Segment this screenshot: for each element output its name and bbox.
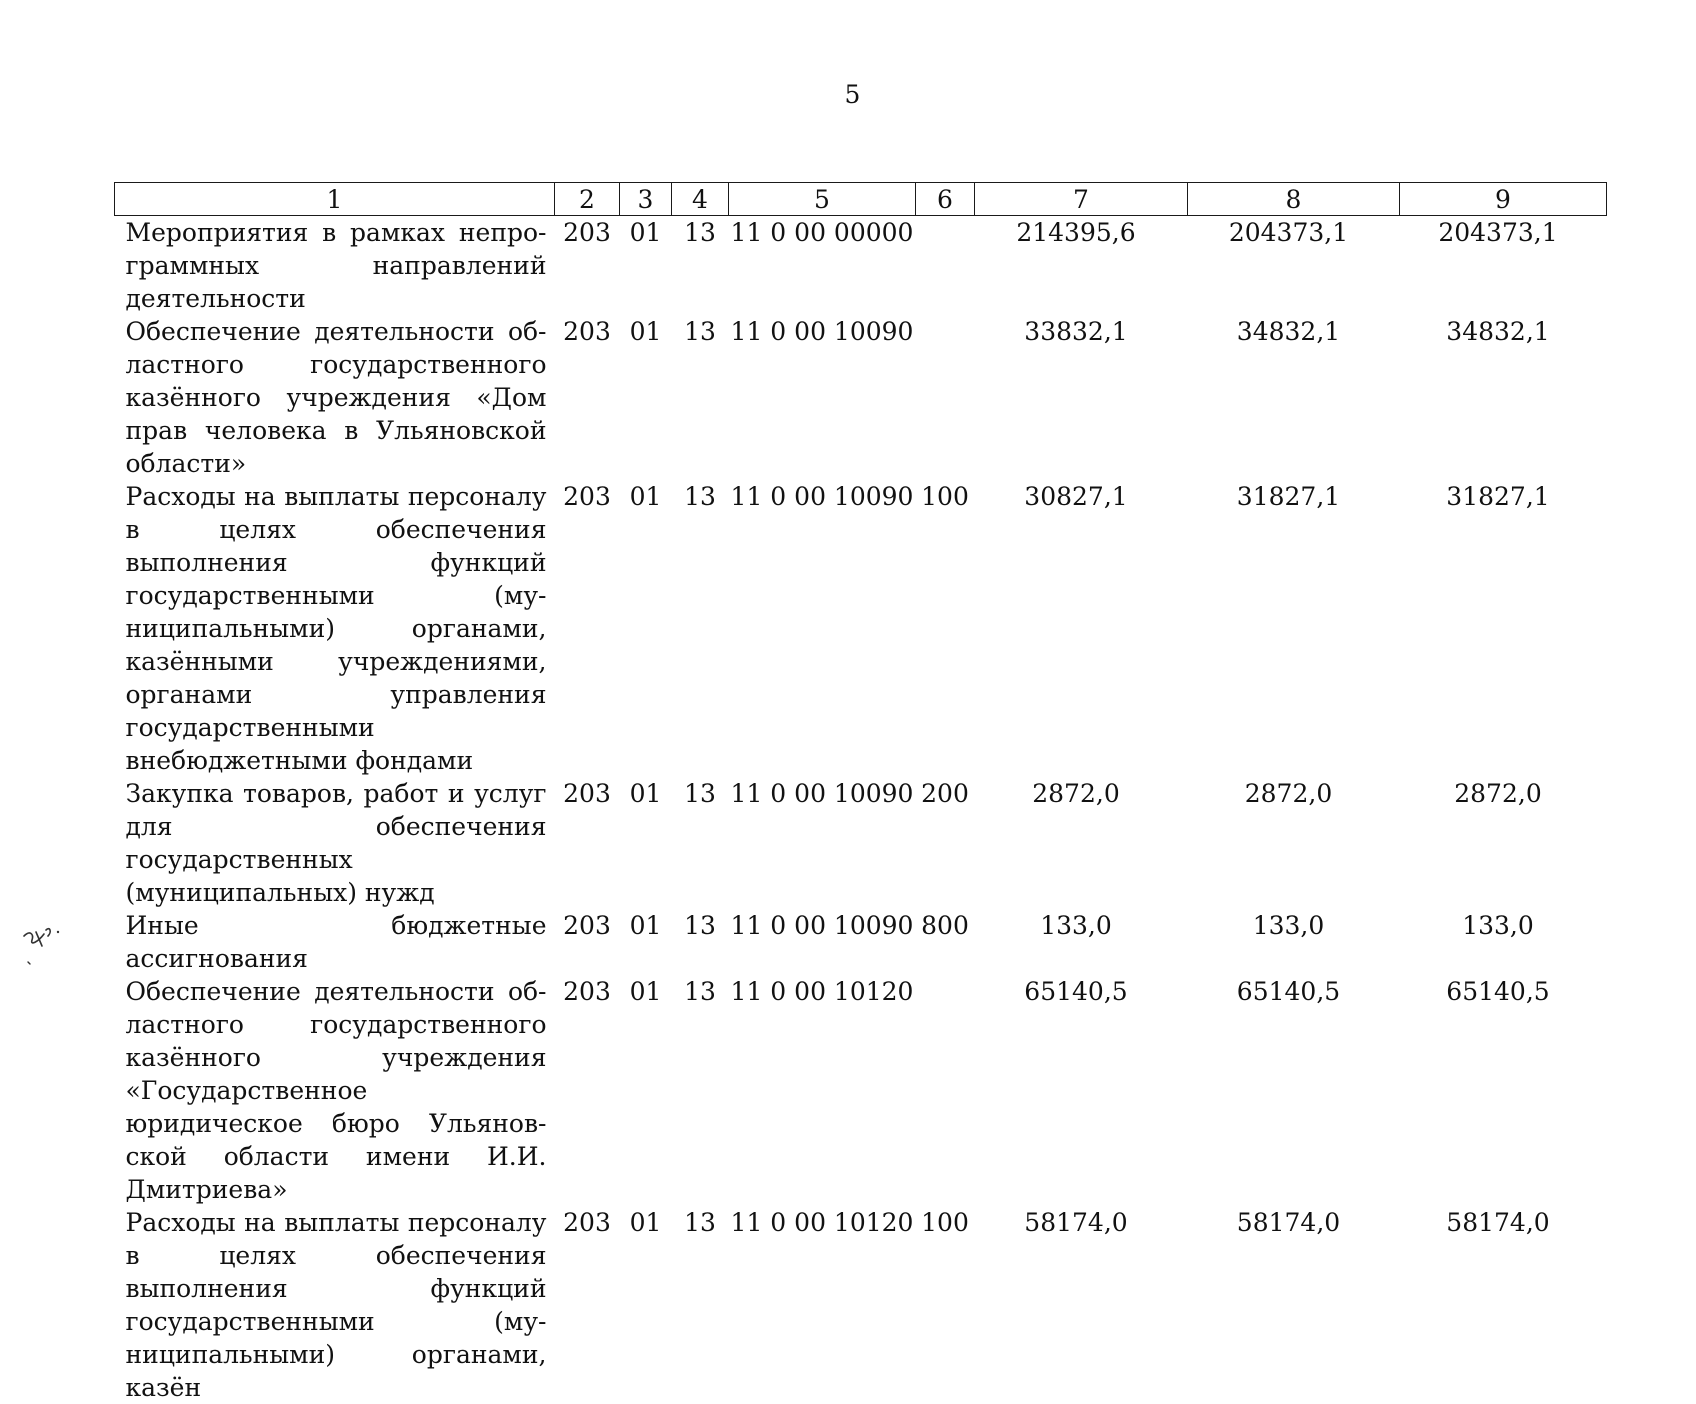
cell-subsection: 13 — [684, 317, 716, 346]
column-header-3: 3 — [620, 183, 672, 216]
cell-amount-8: 31827,1 — [1236, 482, 1341, 511]
table-row — [115, 909, 1607, 975]
budget-table-container — [114, 182, 1606, 1404]
column-header-8: 8 — [1188, 183, 1400, 216]
cell-amount-9: 31827,1 — [1446, 482, 1550, 511]
cell-target-article: 11 0 00 00000 — [730, 218, 914, 247]
table-row — [115, 480, 1607, 777]
cell-amount-9: 34832,1 — [1446, 317, 1550, 346]
cell-amount-9: 133,0 — [1462, 911, 1534, 940]
handwritten-mark — [18, 912, 68, 972]
cell-target-article: 11 0 00 10090 — [730, 779, 914, 808]
cell-amount-8: 65140,5 — [1236, 977, 1341, 1006]
cell-amount-8: 34832,1 — [1236, 317, 1341, 346]
cell-subsection: 13 — [684, 218, 716, 247]
cell-target-article: 11 0 00 10090 — [730, 317, 914, 346]
cell-expense-type — [916, 216, 975, 316]
cell-amount-7: 33832,1 — [1024, 317, 1128, 346]
cell-amount-9: 204373,1 — [1438, 218, 1558, 247]
cell-subsection: 13 — [684, 1208, 716, 1237]
cell-expense-type: 200 — [921, 779, 969, 808]
row-description-text: Обеспечение деятельности областного государственного казённого учреждения «Дом прав человека в Ульяновской области» — [125, 317, 547, 478]
row-description-text: Обеспечение деятельности областного государственного казённого учреждения «Государственное юридическое бюро Ульяновской области имени И.И. Дмитриева» — [125, 977, 547, 1204]
cell-admin-code: 203 — [563, 779, 611, 808]
cell-amount-7: 214395,6 — [1016, 218, 1136, 247]
cell-target-article: 11 0 00 10090 — [730, 911, 914, 940]
cell-target-article: 11 0 00 10120 — [730, 1208, 914, 1237]
cell-amount-8: 204373,1 — [1228, 218, 1349, 247]
cell-admin-code: 203 — [563, 317, 611, 346]
cell-expense-type: 100 — [921, 482, 969, 511]
column-header-1: 1 — [115, 183, 555, 216]
cell-section: 01 — [629, 482, 662, 511]
cell-section: 01 — [629, 977, 662, 1006]
cell-subsection: 13 — [684, 977, 716, 1006]
row-description-text: Расходы на выплаты персоналу в целях обеспечения выполнения функций государственными (муниципальными) органами, казён — [125, 1208, 547, 1402]
table-row — [115, 777, 1607, 909]
cell-admin-code: 203 — [563, 218, 611, 247]
cell-amount-9: 65140,5 — [1446, 977, 1550, 1006]
table-row — [115, 1206, 1607, 1404]
row-description-text: Расходы на выплаты персоналу в целях обеспечения выполнения функций государственными (муниципальными) органами, казёнными учреждениями, органами управления государственными внебюджетными фондами — [125, 482, 547, 775]
row-description — [115, 777, 555, 909]
cell-amount-9: 2872,0 — [1454, 779, 1542, 808]
cell-section: 01 — [629, 218, 662, 247]
cell-amount-8: 58174,0 — [1236, 1208, 1341, 1237]
row-description-text: Иные бюджетные ассигнования — [125, 911, 547, 973]
row-description — [115, 909, 555, 975]
cell-section: 01 — [629, 317, 662, 346]
row-description — [115, 315, 555, 480]
cell-subsection: 13 — [684, 911, 716, 940]
cell-section: 01 — [629, 911, 662, 940]
column-header-4: 4 — [672, 183, 729, 216]
cell-amount-7: 65140,5 — [1024, 977, 1128, 1006]
cell-amount-8: 2872,0 — [1244, 779, 1333, 808]
page-number: 5 — [844, 80, 861, 109]
column-header-5: 5 — [729, 183, 916, 216]
cell-admin-code: 203 — [563, 911, 611, 940]
table-row — [115, 216, 1607, 316]
cell-amount-7: 133,0 — [1040, 911, 1112, 940]
cell-amount-7: 58174,0 — [1024, 1208, 1128, 1237]
cell-expense-type — [916, 315, 975, 480]
budget-table — [114, 182, 1607, 1404]
cell-subsection: 13 — [684, 779, 716, 808]
table-row — [115, 975, 1607, 1206]
cell-expense-type: 800 — [921, 911, 969, 940]
column-number-header-row — [115, 183, 1607, 216]
row-description-text: Закупка товаров, работ и услуг для обеспечения государственных (муниципальных) нужд — [125, 779, 547, 907]
cell-target-article: 11 0 00 10090 — [730, 482, 914, 511]
row-description-text: Мероприятия в рамках непрограммных направлений деятельности — [125, 218, 547, 313]
cell-admin-code: 203 — [563, 1208, 611, 1237]
cell-target-article: 11 0 00 10120 — [730, 977, 914, 1006]
cell-amount-7: 2872,0 — [1032, 779, 1120, 808]
column-header-7: 7 — [975, 183, 1188, 216]
column-header-6: 6 — [916, 183, 975, 216]
cell-amount-9: 58174,0 — [1446, 1208, 1550, 1237]
row-description — [115, 480, 555, 777]
row-description — [115, 975, 555, 1206]
row-description — [115, 1206, 555, 1404]
column-header-9: 9 — [1400, 183, 1607, 216]
cell-expense-type: 100 — [921, 1208, 969, 1237]
cell-section: 01 — [629, 1208, 662, 1237]
row-description — [115, 216, 555, 316]
cell-admin-code: 203 — [563, 977, 611, 1006]
cell-amount-7: 30827,1 — [1024, 482, 1128, 511]
cell-amount-8: 133,0 — [1252, 911, 1325, 940]
cell-expense-type — [916, 975, 975, 1206]
table-row — [115, 315, 1607, 480]
column-header-2: 2 — [555, 183, 620, 216]
cell-admin-code: 203 — [563, 482, 611, 511]
cell-section: 01 — [629, 779, 662, 808]
cell-subsection: 13 — [684, 482, 716, 511]
